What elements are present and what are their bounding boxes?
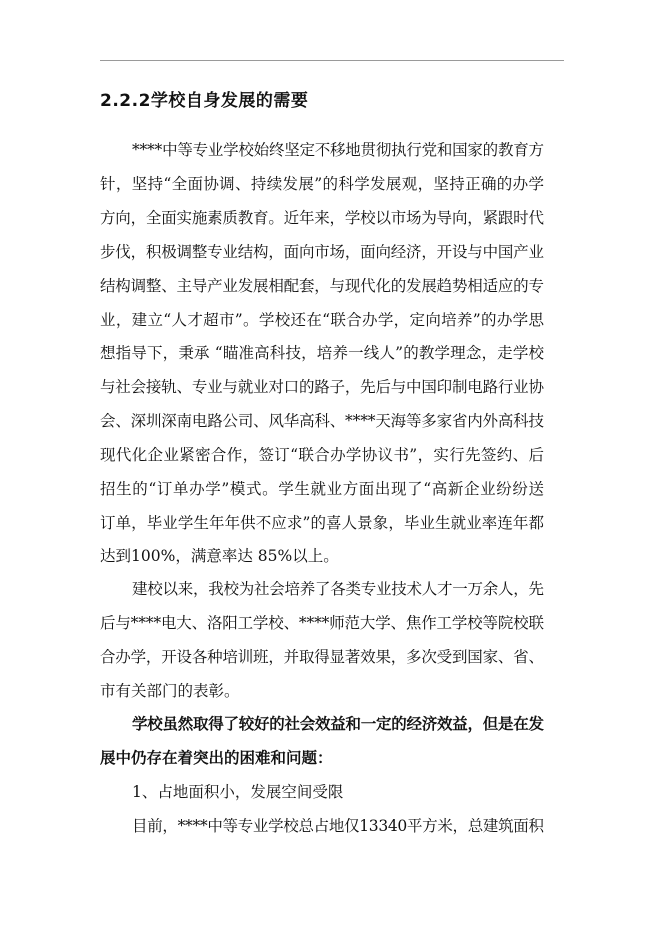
paragraph-1-line-13: 达到100%，满意率达 85%以上。 bbox=[100, 547, 339, 565]
paragraph-1-line-4: 步伐，积极调整专业结构，面向市场，面向经济，开设与中国产业 bbox=[100, 243, 544, 261]
paragraph-1-line-7: 想指导下，秉承 “瞄准高科技，培养一线人”的教学理念，走学校 bbox=[100, 344, 545, 362]
paragraph-2-line-4: 市有关部门的表彰。 bbox=[100, 682, 240, 700]
paragraph-3-line-2: 展中仍存在着突出的困难和问题： bbox=[100, 748, 333, 767]
paragraph-2-line-1: 建校以来，我校为社会培养了各类专业技术人才一万余人，先 bbox=[132, 580, 544, 598]
paragraph-1-line-3: 方向，全面实施素质教育。近年来，学校以市场为导向，紧跟时代 bbox=[100, 209, 544, 227]
paragraph-1-line-6: 业，建立“人才超市”。学校还在“联合办学，定向培养”的办学思 bbox=[100, 311, 545, 329]
paragraph-1-line-1: ****中等专业学校始终坚定不移地贯彻执行党和国家的教育方 bbox=[132, 141, 544, 159]
header-rule bbox=[100, 60, 564, 61]
paragraph-4-line-1: 目前，****中等专业学校总占地仅13340平方米，总建筑面积 bbox=[132, 817, 544, 835]
paragraph-1-line-8: 与社会接轨、专业与就业对口的路子，先后与中国印制电路行业协 bbox=[100, 378, 544, 396]
paragraph-1-line-12: 订单，毕业学生年年供不应求”的喜人景象，毕业生就业率连年都 bbox=[100, 514, 545, 532]
paragraph-1-line-9: 会、深圳深南电路公司、风华高科、****天海等多家省内外高科技 bbox=[100, 412, 544, 430]
paragraph-3-line-1: 学校虽然取得了较好的社会效益和一定的经济效益，但是在发 bbox=[132, 714, 544, 733]
paragraph-2-line-2: 后与****电大、洛阳工学校、****师范大学、焦作工学校等院校联 bbox=[100, 614, 544, 632]
paragraph-1-line-10: 现代化企业紧密合作，签订“联合办学协议书”，实行先签约、后 bbox=[100, 446, 545, 464]
list-item-1: 1、占地面积小，发展空间受限 bbox=[132, 783, 344, 801]
paragraph-1-line-2: 针，坚持“全面协调、持续发展”的科学发展观，坚持正确的办学 bbox=[100, 175, 545, 193]
paragraph-1-line-11: 招生的“订单办学”模式。学生就业方面出现了“高新企业纷纷送 bbox=[100, 480, 545, 498]
paragraph-2-line-3: 合办学，开设各种培训班，并取得显著效果，多次受到国家、省、 bbox=[100, 648, 544, 666]
section-heading: 2.2.2学校自身发展的需要 bbox=[100, 91, 309, 111]
paragraph-1-line-5: 结构调整、主导产业发展相配套，与现代化的发展趋势相适应的专 bbox=[100, 277, 544, 295]
